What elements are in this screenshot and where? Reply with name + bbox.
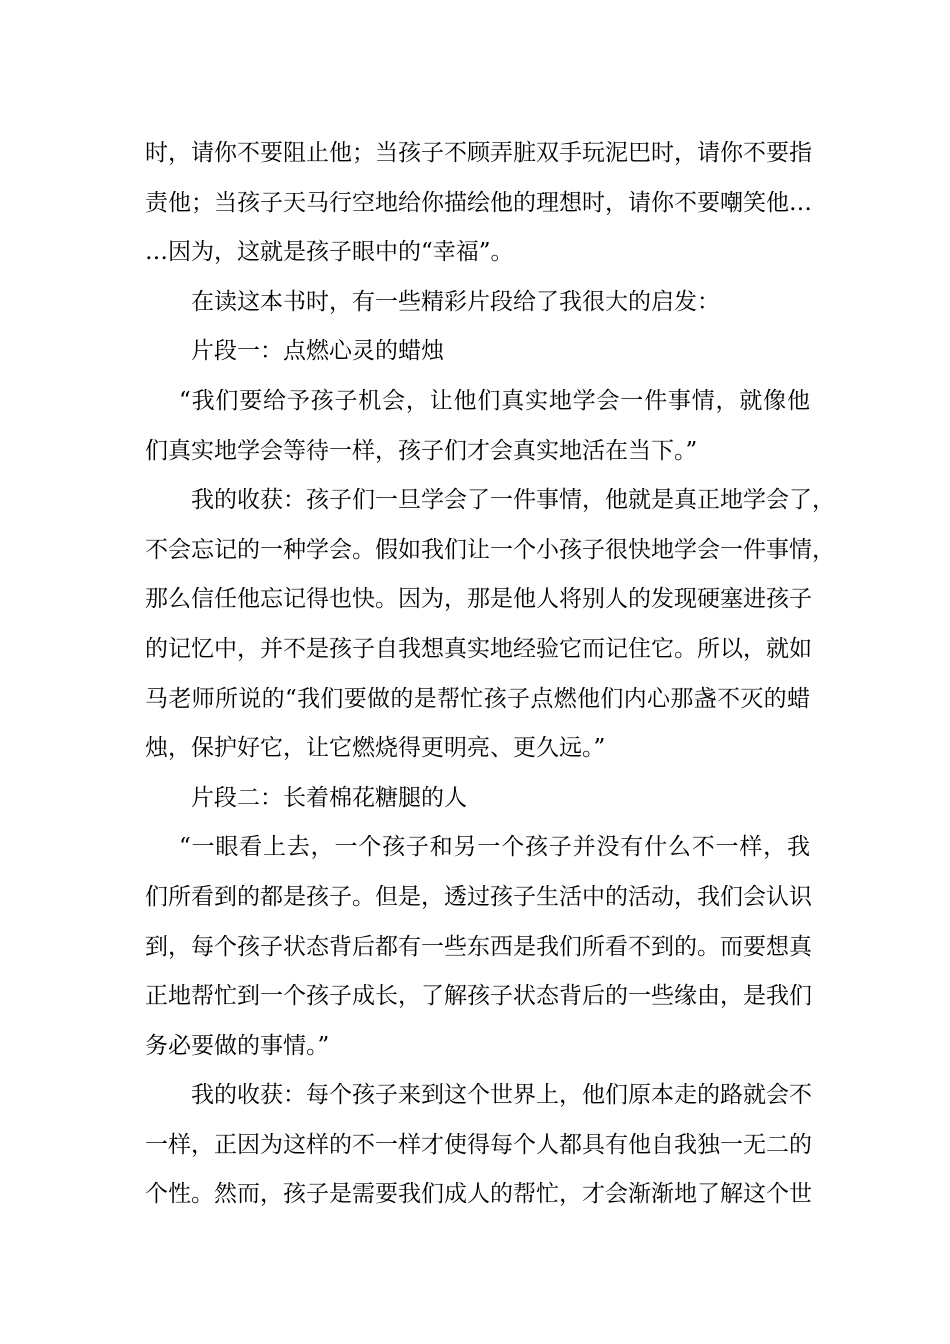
document-body <box>145 129 835 1220</box>
text-line: …因为，这就是孩子眼中的“幸福”。 <box>145 239 514 266</box>
text-line: 务必要做的事情。” <box>145 1032 330 1059</box>
quote-first-line: “一眼看上去，一个孩子和另一个孩子并没有什么不一样，我 <box>179 834 810 861</box>
text-line: 一样，正因为这样的不一样才使得每个人都具有他自我独一无二的 <box>145 1131 812 1158</box>
text-line: 们所看到的都是孩子。但是，透过孩子生活中的活动，我们会认识 <box>145 883 812 910</box>
text-line: 马老师所说的“我们要做的是帮忙孩子点燃他们内心那盏不灭的蜡 <box>145 685 810 712</box>
section-heading: 片段一：点燃心灵的蜡烛 <box>191 338 444 365</box>
paragraph-first-line: 我的收获：每个孩子来到这个世界上，他们原本走的路就会不 <box>191 1082 812 1109</box>
text-line: 到，每个孩子状态背后都有一些东西是我们所看不到的。而要想真 <box>145 933 812 960</box>
text-line: 个性。然而，孩子是需要我们成人的帮忙，才会渐渐地了解这个世 <box>145 1181 812 1208</box>
text-line: 时，请你不要阻止他；当孩子不顾弄脏双手玩泥巴时，请你不要指 <box>145 140 812 166</box>
text-line: 们真实地学会等待一样，孩子们才会真实地活在当下。” <box>145 437 698 464</box>
text-line: 的记忆中，并不是孩子自我想真实地经验它而记住它。所以，就如 <box>145 635 812 662</box>
text-line: 不会忘记的一种学会。假如我们让一个小孩子很快地学会一件事情， <box>145 536 835 563</box>
text-line: 烛，保护好它，让它燃烧得更明亮、更久远。” <box>145 735 606 762</box>
quote-first-line: “我们要给予孩子机会，让他们真实地学会一件事情，就像他 <box>179 387 810 414</box>
text-line: 那么信任他忘记得也快。因为，那是他人将别人的发现硬塞进孩子 <box>145 586 812 613</box>
paragraph-first-line: 在读这本书时，有一些精彩片段给了我很大的启发： <box>191 288 720 315</box>
section-heading: 片段二：长着棉花糖腿的人 <box>191 784 467 811</box>
paragraph-first-line: 我的收获：孩子们一旦学会了一件事情，他就是真正地学会了， <box>191 487 835 514</box>
text-line: 责他；当孩子天马行空地给你描绘他的理想时，请你不要嘲笑他… <box>145 189 812 216</box>
text-line: 正地帮忙到一个孩子成长，了解孩子状态背后的一些缘由，是我们 <box>145 983 812 1010</box>
